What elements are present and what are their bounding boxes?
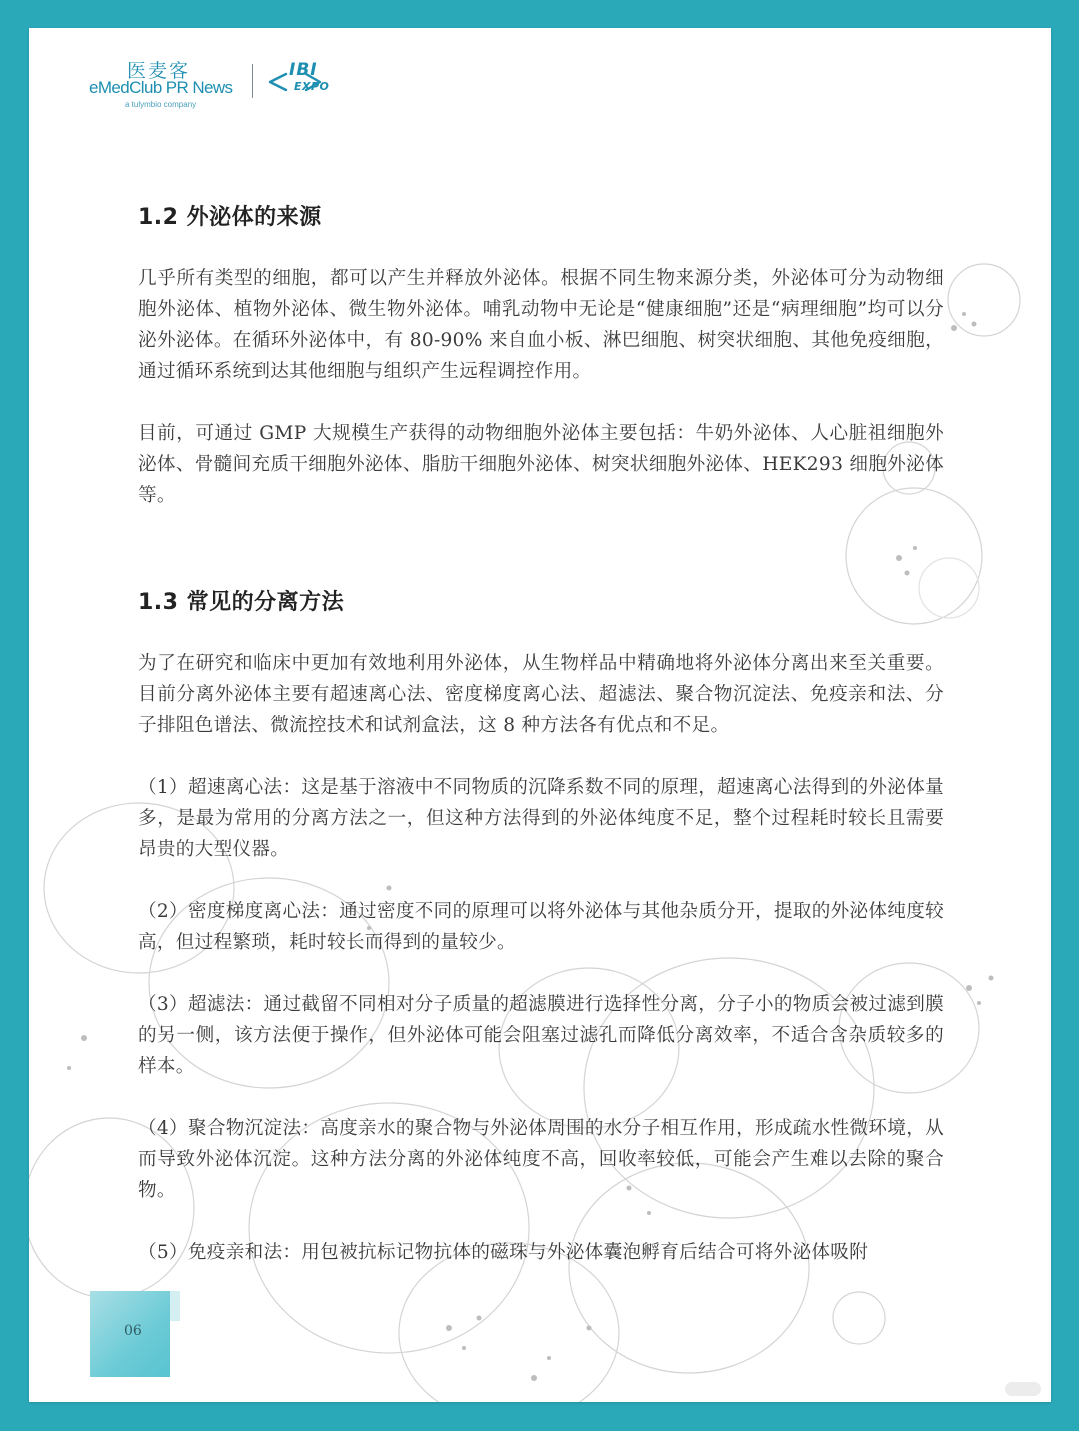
brand-logo-english: eMedClub PR News	[89, 78, 233, 97]
page-header	[89, 56, 349, 136]
logo-divider	[252, 64, 253, 98]
partner-logo-ibi: IBI	[289, 60, 318, 80]
page-number: 06	[124, 1323, 142, 1339]
watermark-badge	[1005, 1382, 1041, 1396]
paragraph: 为了在研究和临床中更加有效地利用外泌体，从生物样品中精确地将外泌体分离出来至关重要。目前分离外泌体主要有超速离心法、密度梯度离心法、超滤法、聚合物沉淀法、免疫亲和法、分子排阻色谱法、微流控技术和试剂盒法，这 8 种方法各有优点和不足。	[138, 653, 944, 736]
paragraph: （2）密度梯度离心法：通过密度不同的原理可以将外泌体与其他杂质分开，提取的外泌体纯度较高，但过程繁琐，耗时较长而得到的量较少。	[138, 901, 944, 953]
paragraph: 几乎所有类型的细胞，都可以产生并释放外泌体。根据不同生物来源分类，外泌体可分为动物细胞外泌体、植物外泌体、微生物外泌体。哺乳动物中无论是“健康细胞”还是“病理细胞”均可以分泌外泌体。在循环外泌体中，有 80-90% 来自血小板、淋巴细胞、树突状细胞、其他免疫细胞，通过循环系统到达其他细胞与组织产生远程调控作用。	[138, 268, 944, 382]
paragraph: 目前，可通过 GMP 大规模生产获得的动物细胞外泌体主要包括：牛奶外泌体、人心脏祖细胞外泌体、骨髓间充质干细胞外泌体、脂肪干细胞外泌体、树突状细胞外泌体、HEK293 细胞外泌体等。	[138, 423, 944, 506]
document-page	[29, 28, 1051, 1402]
partner-logo-expo: EXPO	[294, 80, 330, 93]
paragraph: （5）免疫亲和法：用包被抗标记物抗体的磁珠与外泌体囊泡孵育后结合可将外泌体吸附	[138, 1242, 869, 1263]
article-body	[138, 196, 944, 1268]
brand-logo-tagline: a tulymbio company	[125, 100, 197, 109]
paragraph: （3）超滤法：通过截留不同相对分子质量的超滤膜进行选择性分离，分子小的物质会被过滤到膜的另一侧，该方法便于操作，但外泌体可能会阻塞过滤孔而降低分离效率，不适合含杂质较多的样本。	[138, 994, 944, 1077]
section-heading-source: 1.2 外泌体的来源	[138, 205, 322, 230]
paragraph: （4）聚合物沉淀法：高度亲水的聚合物与外泌体周围的水分子相互作用，形成疏水性微环境，从而导致外泌体沉淀。这种方法分离的外泌体纯度不高，回收率较低，可能会产生难以去除的聚合物。	[138, 1118, 944, 1201]
paragraph: （1）超速离心法：这是基于溶液中不同物质的沉降系数不同的原理，超速离心法得到的外泌体量多，是最为常用的分离方法之一，但这种方法得到的外泌体纯度不足，整个过程耗时较长且需要昂贵的大型仪器。	[138, 777, 944, 860]
brand-logo-chinese: 医麦客	[127, 60, 191, 82]
section-heading-separation-methods: 1.3 常见的分离方法	[138, 590, 345, 615]
page-number-tab	[90, 1291, 170, 1377]
